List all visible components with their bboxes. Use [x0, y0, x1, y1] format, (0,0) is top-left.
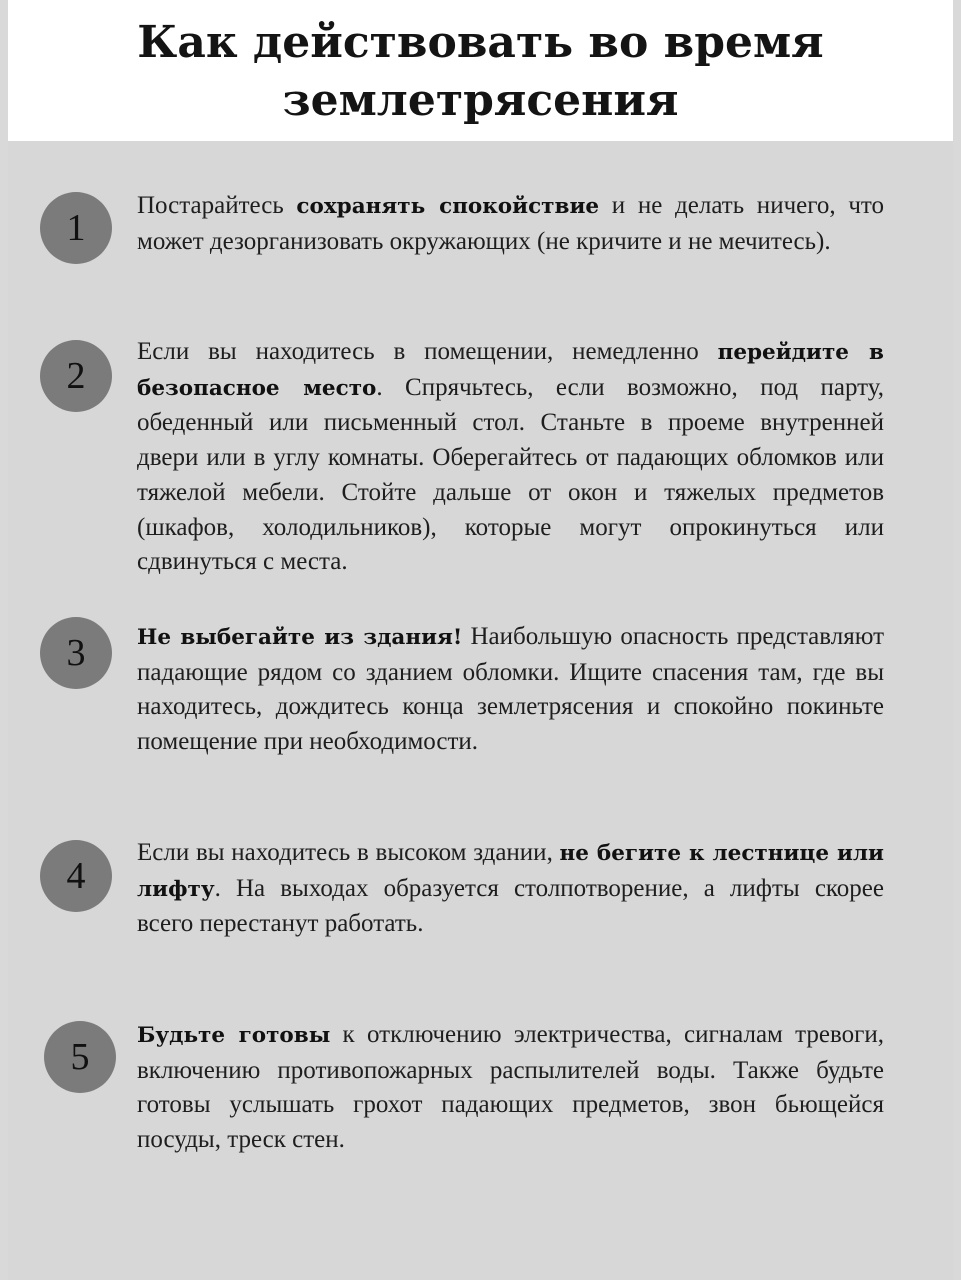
text-part: . На выходах образуется столпотворение, а лифты скорее всего перестанут работать. — [137, 874, 884, 938]
emphasis-text: Будьте готовы — [137, 1023, 331, 1048]
step-number-badge: 5 — [44, 1021, 116, 1093]
step-number-badge: 2 — [40, 340, 112, 412]
step-text — [137, 620, 884, 760]
step-number-badge: 3 — [40, 617, 112, 689]
step-text — [137, 836, 884, 942]
left-edge — [0, 0, 8, 1280]
text-part: . Спрячьтесь, если возможно, под парту, обеденный или письменный стол. Станьте в проеме внутренней двери или в углу комнаты. Оберегайтесь от падающих обломков или тяжелой мебели. Стойте дальше от окон и тяжелых предметов (шкафов, холодильников), которые могут опрокинуться или сдвинуться с места. — [137, 373, 884, 576]
right-edge — [953, 0, 961, 1280]
text-part: Если вы находитесь в помещении, немедленно — [137, 338, 718, 365]
emphasis-text: перейдите в безопасное место — [137, 340, 884, 401]
step-number-badge: 4 — [40, 840, 112, 912]
text-part: Если вы находитесь в высоком здании, — [137, 839, 560, 866]
emphasis-text: Не выбегайте из здания! — [137, 625, 463, 650]
step-text — [137, 1018, 884, 1158]
emphasis-text: не бегите к лестнице или лифту — [137, 841, 885, 902]
text-part: Наибольшую опасность представляют падающие рядом со зданием обломки. Ищите спасения там, где вы находитесь, дождитесь конца землетрясения и спокойно покиньте помещение при необходимости. — [137, 623, 884, 756]
text-part: и не делать ничего, что может дезорганизовать окружающих (не кричите и не мечитесь). — [137, 192, 884, 255]
text-part: к отключению электричества, сигналам тревоги, включению противопожарных распылителей воды. Также будьте готовы услышать грохот падающих предметов, звон бьющейся посуды, треск стен. — [137, 1021, 884, 1154]
title-banner — [8, 0, 953, 141]
page-title: Как действовать во время землетрясения — [137, 17, 824, 126]
emphasis-text: сохранять спокойствие — [296, 194, 600, 219]
step-text — [137, 335, 884, 580]
step-number-badge: 1 — [40, 192, 112, 264]
text-part: Постарайтесь — [137, 192, 297, 219]
step-text — [137, 189, 884, 259]
